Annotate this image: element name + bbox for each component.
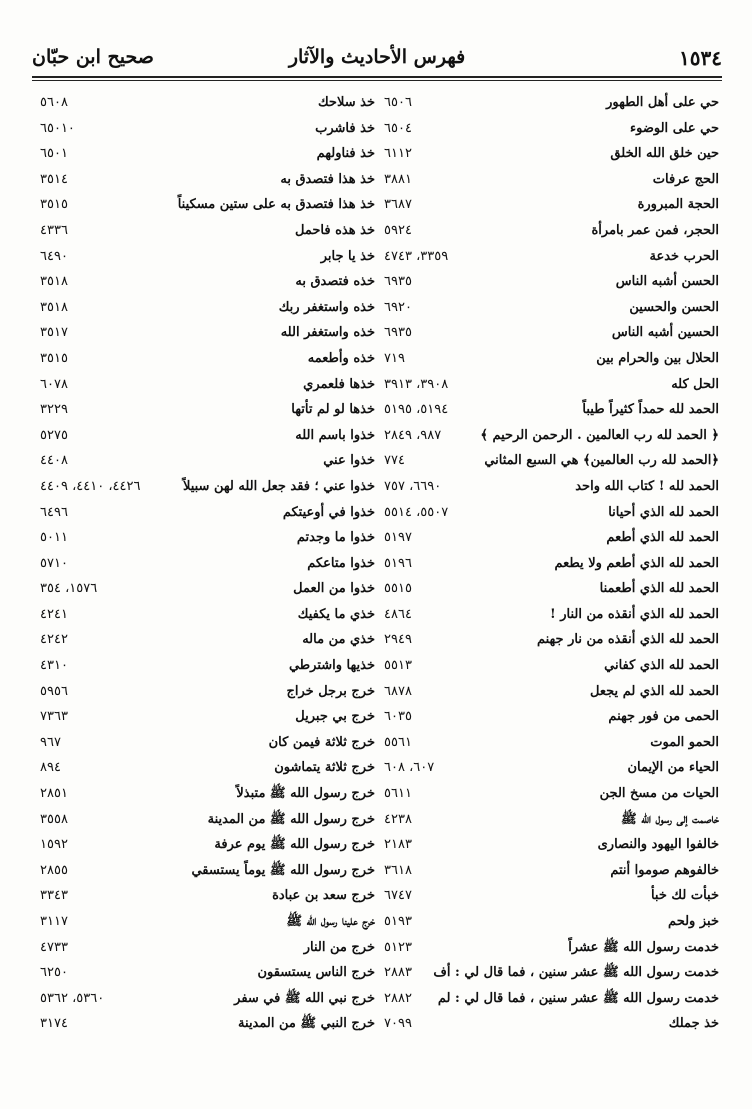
entry-text: خذ هذا فتصدق به	[280, 171, 375, 187]
index-entry	[384, 858, 719, 884]
index-entry	[40, 474, 375, 500]
index-entry	[40, 423, 375, 449]
entry-text: خذ سلاحك	[317, 95, 375, 110]
entry-ref: ٦٦٩٠، ٧٥٧	[384, 478, 442, 494]
entry-text: خذوا في أوعيتكم	[282, 504, 375, 520]
entry-ref: ٥١٢٣	[384, 939, 412, 955]
index-entry	[384, 448, 719, 474]
entry-ref: ٦٤٩٠	[40, 248, 68, 264]
index-entry	[40, 858, 375, 884]
entry-ref: ٥١٩٤، ٥١٩٥	[384, 402, 449, 418]
index-entry	[384, 781, 719, 807]
index-entry	[40, 167, 375, 193]
entry-ref: ٥٥١٣	[384, 658, 412, 674]
entry-text: الحمد لله الذي أطعمنا	[599, 581, 719, 597]
entry-ref: ٦٤٩٦	[40, 504, 68, 520]
entry-text: خرج رسول الله ﷺ من المدينة	[207, 811, 375, 827]
entry-text: خرج علينا رسول الله ﷺ	[286, 914, 375, 929]
index-entry	[384, 883, 719, 909]
index-entry	[40, 935, 375, 961]
entry-text: خذوا عني ؛ فقد جعل الله لهن سبيلاً	[182, 478, 375, 494]
entry-text: خذه واستغفر ربك	[278, 299, 375, 315]
index-entry	[40, 90, 375, 116]
entry-ref: ٦٥٠١٠	[40, 120, 75, 136]
entry-ref: ٦٧٤٧	[384, 888, 412, 904]
entry-ref: ٥٦١١	[384, 786, 412, 802]
entry-text: خالفوهم صوموا أنتم	[610, 862, 719, 878]
index-entry	[384, 627, 719, 653]
entry-ref: ١٥٧٦، ٣٥٤	[40, 581, 98, 597]
entry-ref: ٣٦٨٧	[384, 197, 412, 213]
entry-ref: ٤٢٤٢	[40, 632, 68, 648]
index-entry	[384, 218, 719, 244]
entry-text: الحجر، فمن عمر بامرأة	[591, 222, 719, 238]
entry-text: حي على أهل الطهور	[606, 95, 719, 110]
entry-text: خرج رسول الله ﷺ متبذلاً	[236, 786, 375, 802]
entry-text: خرج بي جبريل	[295, 709, 375, 725]
index-entry	[40, 141, 375, 167]
entry-ref: ٧١٩	[384, 350, 405, 366]
entry-text: خبز ولحم	[668, 914, 719, 929]
entry-ref: ٤٨٦٤	[384, 606, 412, 622]
index-entry	[40, 269, 375, 295]
entry-ref: ٦٩٢٠	[384, 299, 412, 315]
index-entry	[384, 807, 719, 833]
entry-text: خرج من النار	[303, 939, 375, 955]
entry-text: خذوا ما وجدتم	[296, 530, 375, 546]
entry-ref: ٦٩٣٥	[384, 274, 412, 290]
index-entry	[384, 90, 719, 116]
entry-ref: ٤٢٣٨	[384, 811, 412, 827]
entry-text: خذ فاشرب	[315, 120, 375, 136]
entry-text: الحمد لله الذي أطعم ولا يطعم	[554, 555, 719, 571]
entry-ref: ٥١٩٧	[384, 530, 412, 546]
entry-ref: ٤٤٠٨	[40, 453, 68, 469]
entry-text: خذيها واشترطي	[288, 658, 375, 674]
entry-ref: ٣٥١٨	[40, 274, 68, 290]
entry-text: خرج نبي الله ﷺ في سفر	[234, 990, 375, 1006]
entry-text: خدمت رسول الله ﷺ عشر سنين ، فما قال لي : لم	[437, 990, 719, 1006]
entry-ref: ٣٥١٧	[40, 325, 68, 341]
index-entry	[384, 653, 719, 679]
entry-text: الحمد لله حمداً كثيراً طيباً	[582, 402, 719, 418]
index-entry	[384, 832, 719, 858]
entry-ref: ٢٨٥١	[40, 786, 68, 802]
index-entry	[384, 679, 719, 705]
index-entry	[384, 960, 719, 986]
entry-ref: ٢٨٨٣	[384, 965, 412, 981]
entry-ref: ٣١١٧	[40, 914, 68, 929]
index-entry	[384, 397, 719, 423]
entry-ref: ٥١٩٣	[384, 914, 412, 929]
entry-text: الحمد لله الذي أنقذه من النار !	[549, 606, 719, 622]
entry-text: خذها فلعمري	[303, 376, 375, 392]
entry-text: خرج ثلاثة فيمن كان	[268, 734, 375, 750]
entry-text: ﴿ الحمد لله رب العالمين . الرحمن الرحيم ﴾	[480, 427, 719, 443]
entry-text: حين خلق الله الخلق	[610, 146, 719, 162]
entry-ref: ٨٩٤	[40, 760, 61, 776]
page-number: ١٥٣٤	[679, 46, 722, 70]
entry-ref: ٥٢٧٥	[40, 427, 68, 443]
index-entry	[384, 320, 719, 346]
index-entry	[40, 986, 375, 1012]
entry-text: خرج رسول الله ﷺ يوم عرفة	[214, 837, 375, 853]
entry-ref: ٣٦١٨	[384, 862, 412, 878]
index-entry	[384, 909, 719, 935]
entry-ref: ٣٥١٥	[40, 197, 68, 213]
entry-ref: ٦٥٠٤	[384, 120, 412, 136]
index-entry	[40, 807, 375, 833]
index-entry	[384, 986, 719, 1012]
index-entry	[384, 244, 719, 270]
index-entry	[384, 372, 719, 398]
entry-ref: ٦٥٠٦	[384, 95, 412, 110]
index-entry	[384, 116, 719, 142]
entry-text: خالفوا اليهود والنصارى	[597, 837, 719, 853]
entry-text: الحسين أشبه الناس	[611, 325, 719, 341]
index-entry	[384, 704, 719, 730]
entry-ref: ٣٣٤٣	[40, 888, 68, 904]
index-entry	[384, 730, 719, 756]
index-entry	[40, 372, 375, 398]
entry-text: الحسن والحسين	[629, 299, 719, 315]
entry-text: الحمو الموت	[650, 734, 719, 750]
entry-ref: ٥٠١١	[40, 530, 68, 546]
entry-ref: ٦٩٣٥	[384, 325, 412, 341]
index-entry	[384, 141, 719, 167]
entry-ref: ٣٢٢٩	[40, 402, 68, 418]
index-entry	[40, 1011, 375, 1037]
index-entry	[384, 551, 719, 577]
index-entry	[40, 551, 375, 577]
entry-ref: ٤٢٤١	[40, 606, 68, 622]
entry-text: خذوا من العمل	[293, 581, 375, 597]
index-entry	[40, 730, 375, 756]
entry-ref: ٣٥١٨	[40, 299, 68, 315]
index-entry	[40, 116, 375, 142]
index-entry	[40, 781, 375, 807]
entry-text: خذي ما يكفيك	[297, 606, 375, 622]
page-header	[32, 44, 722, 74]
entry-ref: ٥٥١٥	[384, 581, 412, 597]
index-entry	[384, 500, 719, 526]
index-entry	[40, 218, 375, 244]
entry-text: الحلال بين والحرام بين	[596, 350, 719, 366]
index-column-right	[384, 90, 719, 1037]
entry-ref: ٦٨٧٨	[384, 683, 412, 699]
entry-text: خرج ثلاثة يتماشون	[274, 760, 375, 776]
entry-text: خذه وأطعمه	[307, 350, 375, 366]
entry-text: الحمد لله الذي لم يجعل	[590, 683, 719, 699]
entry-ref: ٣١٧٤	[40, 1016, 68, 1032]
entry-ref: ٢٨٥٥	[40, 862, 68, 878]
entry-text: خاصمت إلى رسول الله ﷺ	[621, 811, 719, 827]
entry-ref: ٣٥٥٨	[40, 811, 68, 827]
index-entry	[40, 960, 375, 986]
entry-ref: ٦٠٣٥	[384, 709, 412, 725]
entry-ref: ٣٩٠٨، ٣٩١٣	[384, 376, 449, 392]
entry-text: خذوا عني	[323, 453, 375, 469]
entry-text: الحسن أشبه الناس	[615, 274, 719, 290]
index-entry	[40, 755, 375, 781]
entry-ref: ٧٠٩٩	[384, 1016, 412, 1032]
entry-ref: ٤٤٢٦، ٤٤١٠، ٤٤٠٩	[40, 478, 141, 494]
index-column-left	[40, 90, 375, 1037]
header-rule	[32, 76, 722, 81]
entry-text: الحجة المبرورة	[637, 197, 719, 213]
index-title: فهرس الأحاديث والآثار	[288, 46, 466, 68]
entry-text: خذوا متاعكم	[307, 555, 375, 571]
index-entry	[40, 653, 375, 679]
entry-ref: ٢١٨٣	[384, 837, 412, 853]
entry-ref: ٣٥١٥	[40, 350, 68, 366]
entry-text: الحرب خدعة	[649, 248, 719, 264]
index-entry	[40, 295, 375, 321]
entry-text: خذوا باسم الله	[295, 427, 375, 443]
index-entry	[40, 704, 375, 730]
entry-text: خرج رسول الله ﷺ يوماً يستسقي	[191, 862, 375, 878]
entry-text: الحمى من فور جهنم	[608, 709, 719, 725]
entry-text: خذ جملك	[668, 1016, 719, 1032]
book-title: صحيح ابن حبّان	[32, 46, 154, 68]
entry-ref: ٩٨٧، ٢٨٤٩	[384, 427, 442, 443]
entry-text: حي على الوضوء	[630, 120, 719, 136]
entry-text: خذه فتصدق به	[295, 274, 375, 290]
index-entry	[40, 244, 375, 270]
entry-text: خبأت لك خبأ	[650, 888, 719, 904]
entry-ref: ٥٥٠٧، ٥٥١٤	[384, 504, 449, 520]
entry-text: خرج برجل خراج	[286, 683, 375, 699]
index-entry	[40, 627, 375, 653]
index-entry	[40, 525, 375, 551]
entry-text: خدمت رسول الله ﷺ عشراً	[568, 939, 719, 955]
entry-text: خذي من ماله	[302, 632, 375, 648]
entry-text: خذ هذه فاحمل	[295, 222, 375, 238]
entry-text: الحمد لله ! كتاب الله واحد	[575, 478, 719, 494]
entry-text: الحيات من مسخ الجن	[599, 786, 719, 802]
entry-ref: ٧٧٤	[384, 453, 405, 469]
index-entry	[384, 525, 719, 551]
entry-ref: ٤٣١٠	[40, 658, 68, 674]
entry-ref: ٥٩٥٦	[40, 683, 68, 699]
entry-ref: ٥٥٦١	[384, 734, 412, 750]
entry-text: خدمت رسول الله ﷺ عشر سنين ، فما قال لي : أف	[433, 965, 719, 981]
entry-ref: ٦٠٧٨	[40, 376, 68, 392]
entry-text: الحياء من الإيمان	[627, 760, 719, 776]
index-entry	[384, 295, 719, 321]
entry-ref: ٣٥١٤	[40, 171, 68, 187]
entry-ref: ٧٣٦٣	[40, 709, 68, 725]
index-entry	[384, 602, 719, 628]
entry-text: خرج النبي ﷺ من المدينة	[238, 1016, 375, 1032]
index-entry	[384, 755, 719, 781]
entry-text: الحمد لله الذي أحيانا	[608, 504, 719, 520]
index-entry	[40, 679, 375, 705]
entry-ref: ٦١١٢	[384, 146, 412, 162]
entry-ref: ٩٦٧	[40, 734, 61, 750]
entry-ref: ٥٣٦٠، ٥٣٦٢	[40, 990, 105, 1006]
entry-ref: ٥٧١٠	[40, 555, 68, 571]
index-entry	[384, 269, 719, 295]
index-entry	[40, 883, 375, 909]
entry-ref: ٤٧٣٣	[40, 939, 68, 955]
index-entry	[384, 1011, 719, 1037]
index-entry	[384, 423, 719, 449]
index-entry	[40, 909, 375, 935]
entry-ref: ٤٣٣٦	[40, 222, 68, 238]
entry-ref: ١٥٩٢	[40, 837, 68, 853]
entry-text: خذه واستغفر الله	[280, 325, 375, 341]
entry-text: خذ هذا فتصدق به على ستين مسكيناً	[177, 197, 375, 213]
entry-ref: ٣٨٨١	[384, 171, 412, 187]
index-entry	[40, 576, 375, 602]
index-entry	[384, 167, 719, 193]
index-entry	[40, 602, 375, 628]
entry-ref: ٥٩٢٤	[384, 222, 412, 238]
index-entry	[384, 935, 719, 961]
entry-ref: ٦٢٥٠	[40, 965, 68, 981]
entry-text: الحج عرفات	[652, 171, 719, 187]
index-entry	[384, 346, 719, 372]
entry-text: خرج سعد بن عبادة	[272, 888, 375, 904]
entry-text: خذ يا جابر	[320, 248, 375, 264]
entry-ref: ٢٩٤٩	[384, 632, 412, 648]
entry-ref: ٦٠٧، ٦٠٨	[384, 760, 435, 776]
index-entry	[40, 448, 375, 474]
entry-text: الحمد لله الذي أنقذه من نار جهنم	[536, 632, 719, 648]
entry-ref: ٣٣٥٩، ٤٧٤٣	[384, 248, 449, 264]
entry-text: الحمد لله الذي أطعم	[606, 530, 719, 546]
entry-ref: ٦٥٠١	[40, 146, 68, 162]
entry-ref: ٢٨٨٢	[384, 990, 412, 1006]
index-entry	[40, 397, 375, 423]
entry-ref: ٥١٩٦	[384, 555, 412, 571]
index-entry	[40, 500, 375, 526]
entry-ref: ٥٦٠٨	[40, 95, 68, 110]
entry-text: الحمد لله الذي كفاني	[604, 658, 719, 674]
index-entry	[384, 576, 719, 602]
entry-text: ﴿الحمد لله رب العالمين﴾ هي السبع المثاني	[484, 453, 719, 469]
entry-text: الحل كله	[671, 376, 719, 392]
index-entry	[40, 320, 375, 346]
index-entry	[384, 474, 719, 500]
index-entry	[40, 346, 375, 372]
index-entry	[40, 832, 375, 858]
entry-text: خرج الناس يستسقون	[257, 965, 375, 981]
index-entry	[40, 192, 375, 218]
entry-text: خذ فناولهم	[316, 146, 375, 162]
entry-text: خذها لو لم تأتها	[291, 402, 375, 418]
index-entry	[384, 192, 719, 218]
